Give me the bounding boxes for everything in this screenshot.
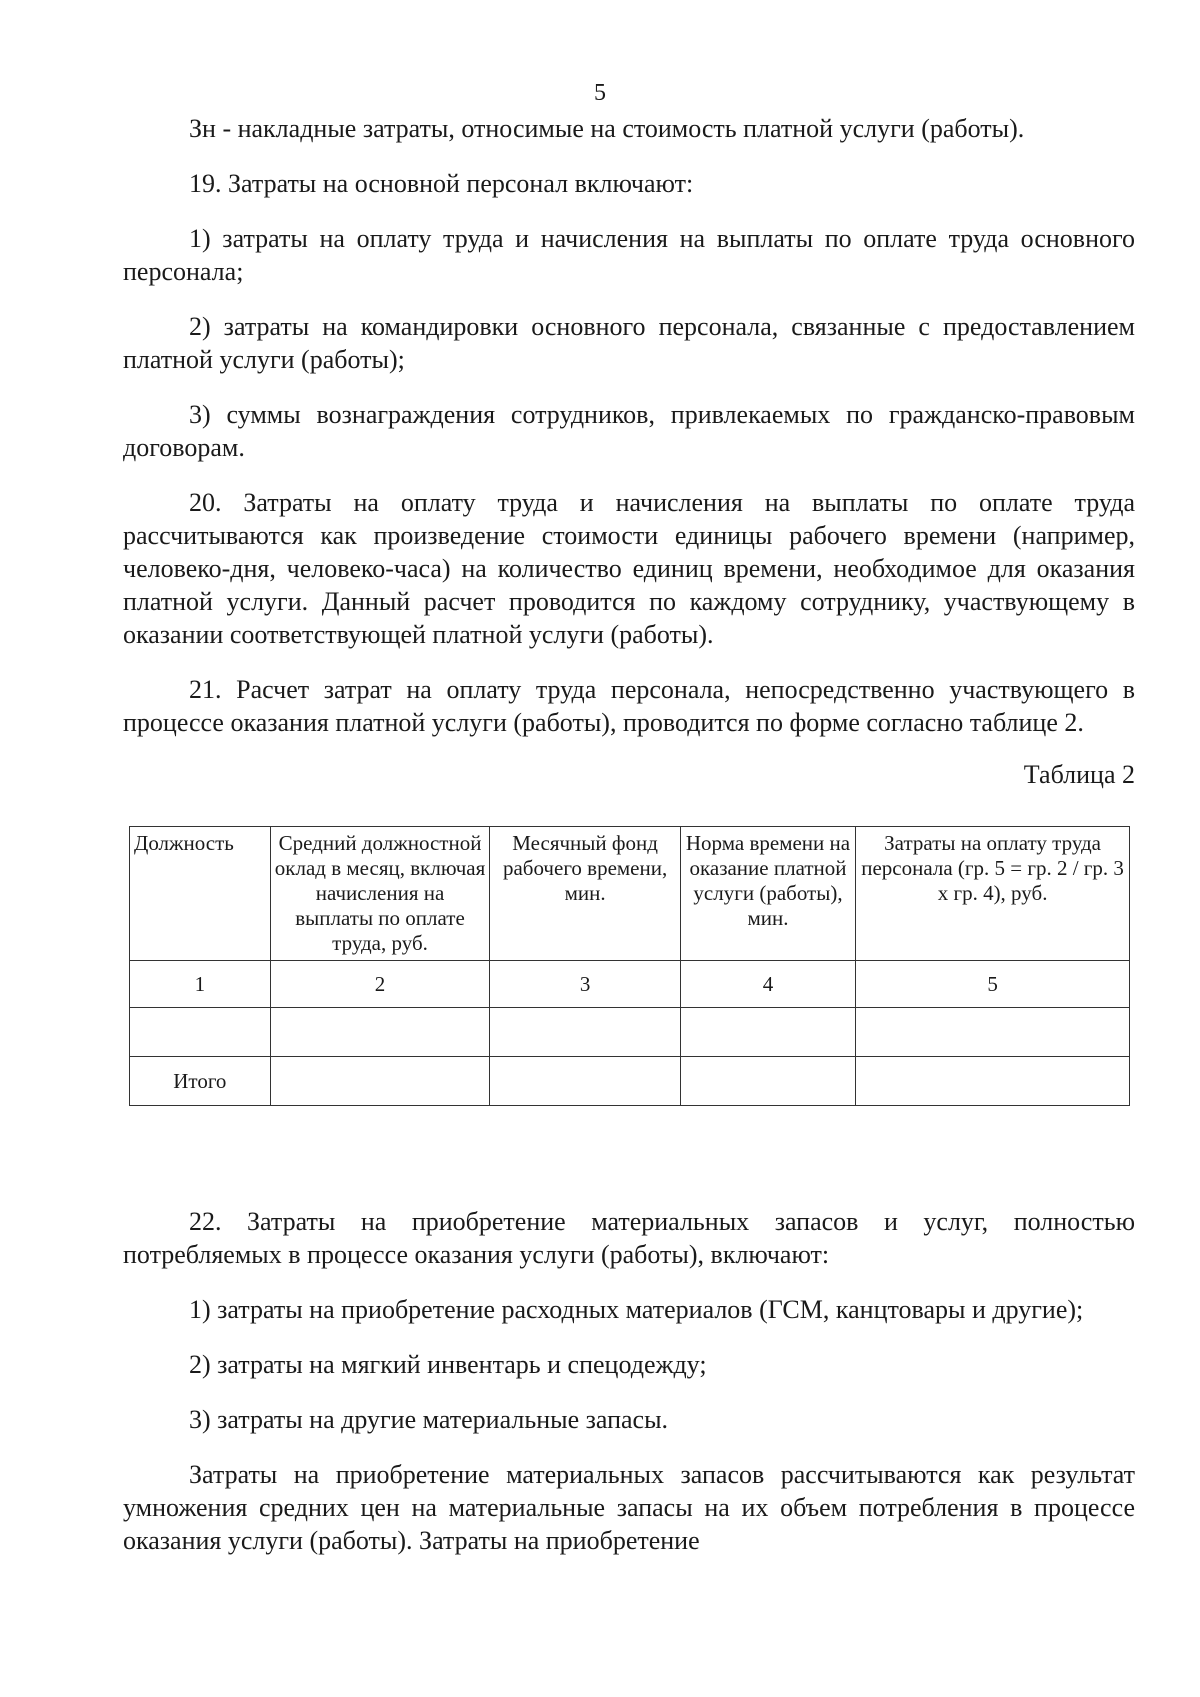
header-labor-cost: Затраты на оплату труда персонала (гр. 5 = гр. 2 / гр. 3 х гр. 4), руб. [856, 827, 1130, 961]
table-cell [680, 1008, 855, 1057]
table-cell [490, 1057, 680, 1106]
paragraph-21: 21. Расчет затрат на оплату труда персонала, непосредственно участвующего в процессе оказания платной услуги (работы), проводится по форме согласно таблице 2. [123, 675, 1135, 737]
table-number-row [130, 961, 1130, 1008]
header-position: Должность [130, 827, 271, 961]
paragraph-22-3: 3) затраты на другие материальные запасы. [189, 1405, 669, 1434]
paragraph-22: 22. Затраты на приобретение материальных запасов и услуг, полностью потребляемых в процессе оказания услуги (работы), включают: [123, 1207, 1135, 1269]
table-cell [856, 1057, 1130, 1106]
table-cell [490, 1008, 680, 1057]
paragraph-22-2: 2) затраты на мягкий инвентарь и спецодежду; [189, 1350, 707, 1379]
col-number: 4 [680, 961, 855, 1008]
paragraph-20: 20. Затраты на оплату труда и начисления на выплаты по оплате труда рассчитываются как произведение стоимости единицы рабочего времени (например, человеко-дня, человеко-часа) на количество единиц времени, необходимое для оказания платной услуги. Данный расчет проводится по каждому сотруднику, участвующему в оказании соответствующей платной услуги (работы). [123, 488, 1135, 649]
table-cell [856, 1008, 1130, 1057]
table-row [130, 1008, 1130, 1057]
header-time-norm: Норма времени на оказание платной услуги (работы), мин. [680, 827, 855, 961]
table-cell [270, 1008, 490, 1057]
table-cell [130, 1008, 271, 1057]
table-cell [270, 1057, 490, 1106]
header-time-fund: Месячный фонд рабочего времени, мин. [490, 827, 680, 961]
paragraph-22-1: 1) затраты на приобретение расходных материалов (ГСМ, канцтовары и другие); [189, 1295, 1084, 1324]
col-number: 2 [270, 961, 490, 1008]
paragraph-overhead: Зн - накладные затраты, относимые на стоимость платной услуги (работы). [189, 114, 1025, 143]
table-total-row [130, 1057, 1130, 1106]
paragraph-19: 19. Затраты на основной персонал включают: [189, 169, 694, 198]
bottom-text [123, 1205, 1135, 1557]
table-2 [129, 826, 1130, 1106]
paragraph-materials: Затраты на приобретение материальных запасов рассчитываются как результат умножения средних цен на материальные запасы на их объем потребления в процессе оказания услуги (работы). Затраты на приобретение [123, 1460, 1135, 1555]
col-number: 1 [130, 961, 271, 1008]
paragraph-19-3: 3) суммы вознаграждения сотрудников, привлекаемых по гражданско-правовым договорам. [123, 400, 1135, 462]
top-text [123, 112, 1135, 739]
col-number: 3 [490, 961, 680, 1008]
table-caption: Таблица 2 [1023, 760, 1135, 789]
page-number: 5 [594, 80, 606, 106]
table-header-row [130, 827, 1130, 961]
paragraph-19-1: 1) затраты на оплату труда и начисления на выплаты по оплате труда основного персонала; [123, 224, 1135, 286]
table-cell [680, 1057, 855, 1106]
paragraph-19-2: 2) затраты на командировки основного персонала, связанные с предоставлением платной услуги (работы); [123, 312, 1135, 374]
col-number: 5 [856, 961, 1130, 1008]
total-label: Итого [130, 1057, 271, 1106]
header-salary: Средний должностной оклад в месяц, включая начисления на выплаты по оплате труда, руб. [270, 827, 490, 961]
